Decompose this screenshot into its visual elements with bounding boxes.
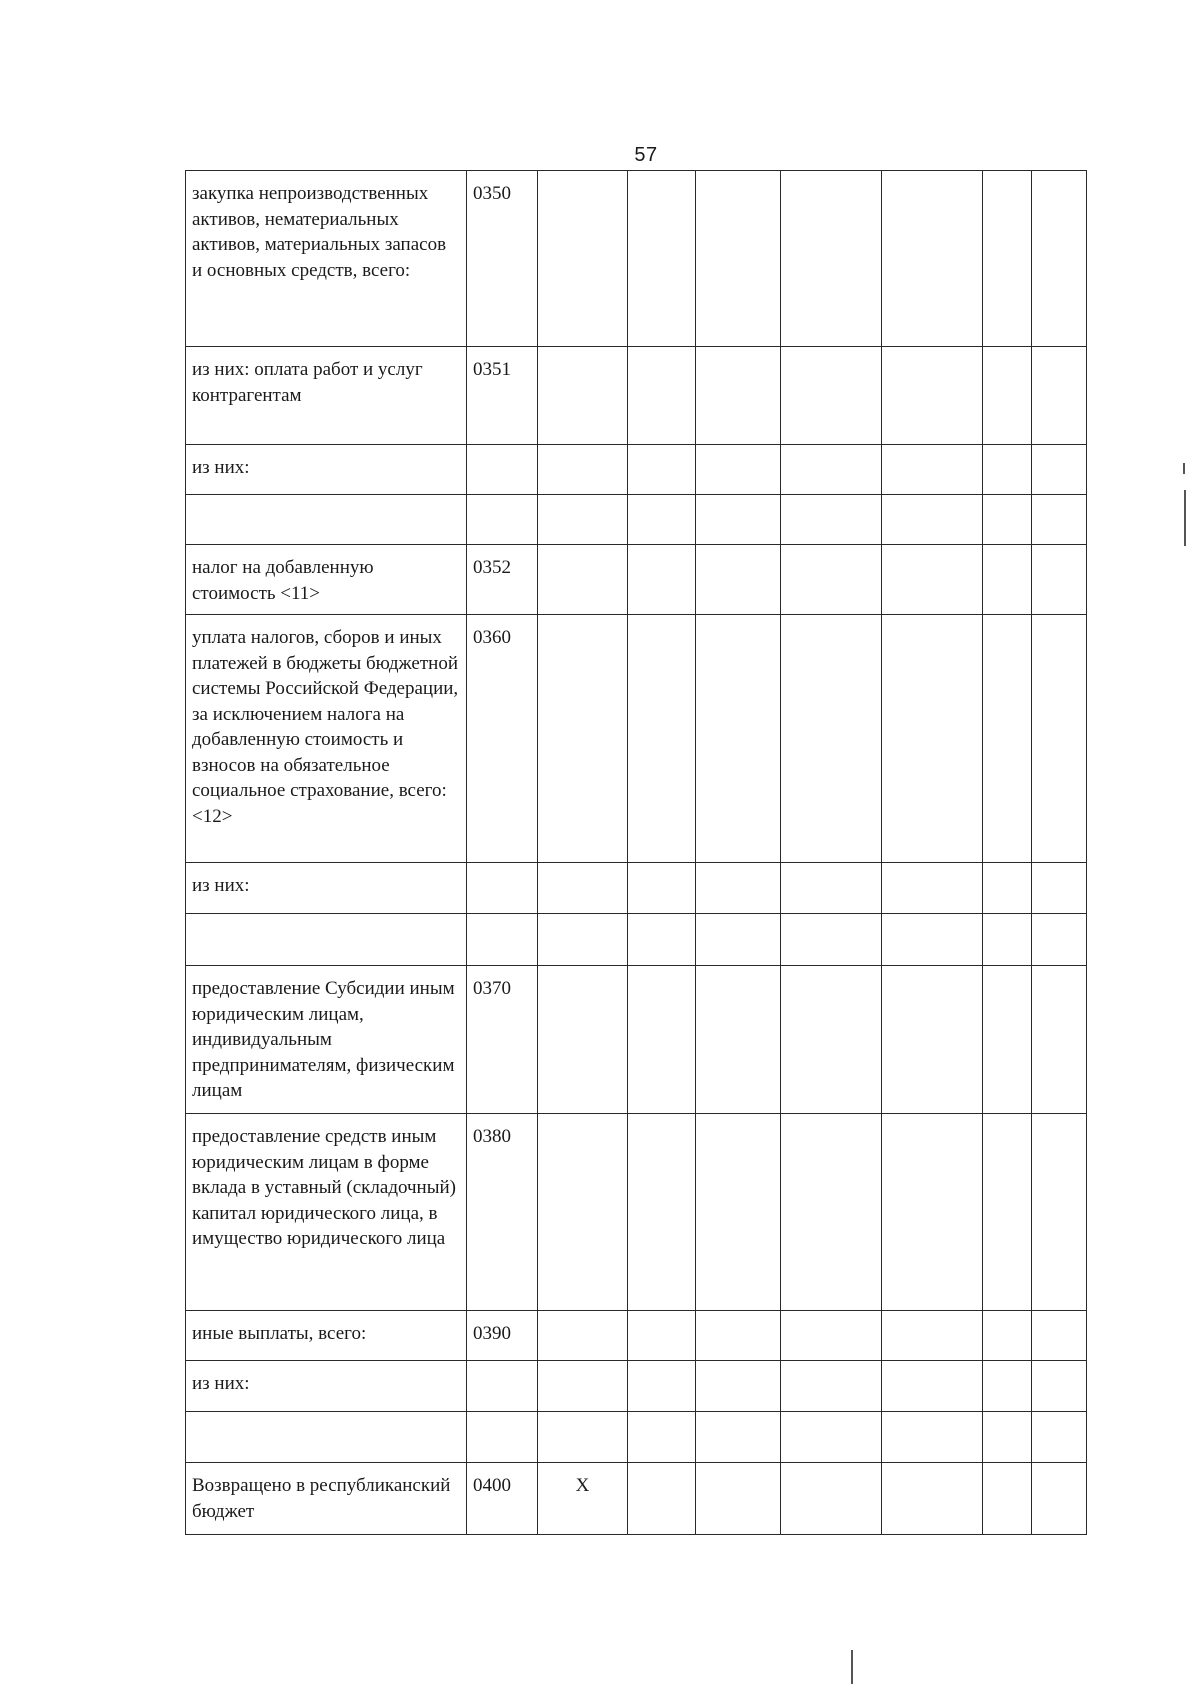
table-row <box>186 171 1087 347</box>
value-cell <box>882 347 983 445</box>
value-cell <box>696 1463 781 1535</box>
value-cell <box>882 1114 983 1311</box>
row-label: закупка непроизводственных активов, нематериальных активов, материальных запасов и основных средств, всего: <box>186 171 467 347</box>
value-cell <box>1032 1311 1087 1361</box>
row-code: 0390 <box>467 1311 538 1361</box>
row-mark <box>538 495 628 545</box>
row-code <box>467 914 538 966</box>
table-row <box>186 445 1087 495</box>
value-cell <box>781 1114 882 1311</box>
value-cell <box>882 863 983 914</box>
row-label: из них: <box>186 1361 467 1412</box>
value-cell <box>1032 1361 1087 1412</box>
table-row <box>186 1361 1087 1412</box>
value-cell <box>983 966 1032 1114</box>
value-cell <box>628 1114 696 1311</box>
value-cell <box>628 347 696 445</box>
value-cell <box>696 1412 781 1463</box>
table-row <box>186 1114 1087 1311</box>
row-mark <box>538 1361 628 1412</box>
value-cell <box>696 914 781 966</box>
row-code: 0360 <box>467 615 538 863</box>
row-label: Возвращено в республиканский бюджет <box>186 1463 467 1535</box>
value-cell <box>983 1114 1032 1311</box>
page-number: 57 <box>634 144 658 166</box>
table-row <box>186 966 1087 1114</box>
row-mark <box>538 1412 628 1463</box>
value-cell <box>781 495 882 545</box>
row-label <box>186 914 467 966</box>
value-cell <box>781 1412 882 1463</box>
value-cell <box>983 1412 1032 1463</box>
table-row <box>186 1463 1087 1535</box>
table-row <box>186 347 1087 445</box>
value-cell <box>882 1412 983 1463</box>
value-cell <box>696 966 781 1114</box>
value-cell <box>696 545 781 615</box>
value-cell <box>628 495 696 545</box>
value-cell <box>628 615 696 863</box>
value-cell <box>696 1311 781 1361</box>
value-cell <box>1032 495 1087 545</box>
row-code: 0350 <box>467 171 538 347</box>
value-cell <box>781 914 882 966</box>
value-cell <box>882 1463 983 1535</box>
value-cell <box>628 1412 696 1463</box>
value-cell <box>1032 545 1087 615</box>
table-row <box>186 863 1087 914</box>
row-mark <box>538 1114 628 1311</box>
value-cell <box>1032 347 1087 445</box>
row-label: уплата налогов, сборов и иных платежей в бюджеты бюджетной системы Российской Федерации, за исключением налога на добавленную стоимость и взносов на обязательное социальное страхование, всего: <12> <box>186 615 467 863</box>
table-row <box>186 1412 1087 1463</box>
row-label: предоставление средств иным юридическим лицам в форме вклада в уставный (складочный) капитал юридического лица, в имущество юридического лица <box>186 1114 467 1311</box>
value-cell <box>983 445 1032 495</box>
row-label: предоставление Субсидии иным юридическим лицам, индивидуальным предпринимателям, физическим лицам <box>186 966 467 1114</box>
value-cell <box>983 545 1032 615</box>
report-table <box>185 170 1087 1535</box>
row-mark <box>538 171 628 347</box>
value-cell <box>781 966 882 1114</box>
value-cell <box>628 1463 696 1535</box>
value-cell <box>1032 445 1087 495</box>
scan-mark-bottom <box>851 1650 853 1684</box>
row-mark <box>538 863 628 914</box>
value-cell <box>983 495 1032 545</box>
row-label <box>186 495 467 545</box>
value-cell <box>983 863 1032 914</box>
scan-mark-right-lower <box>1184 490 1186 546</box>
value-cell <box>882 495 983 545</box>
value-cell <box>983 1463 1032 1535</box>
row-code <box>467 445 538 495</box>
value-cell <box>882 1361 983 1412</box>
value-cell <box>781 347 882 445</box>
value-cell <box>1032 171 1087 347</box>
row-code: 0352 <box>467 545 538 615</box>
value-cell <box>882 914 983 966</box>
value-cell <box>882 615 983 863</box>
value-cell <box>628 171 696 347</box>
row-label: из них: <box>186 863 467 914</box>
value-cell <box>628 863 696 914</box>
row-code: 0370 <box>467 966 538 1114</box>
scan-mark-right <box>1183 463 1185 474</box>
value-cell <box>696 863 781 914</box>
value-cell <box>781 1463 882 1535</box>
value-cell <box>983 615 1032 863</box>
value-cell <box>781 445 882 495</box>
row-mark: Х <box>538 1463 628 1535</box>
row-mark <box>538 445 628 495</box>
value-cell <box>1032 1412 1087 1463</box>
value-cell <box>696 495 781 545</box>
row-code: 0380 <box>467 1114 538 1311</box>
value-cell <box>628 545 696 615</box>
value-cell <box>882 171 983 347</box>
row-mark <box>538 545 628 615</box>
table-row <box>186 914 1087 966</box>
row-mark <box>538 914 628 966</box>
row-mark <box>538 615 628 863</box>
row-code <box>467 1361 538 1412</box>
value-cell <box>781 171 882 347</box>
value-cell <box>1032 863 1087 914</box>
row-mark <box>538 347 628 445</box>
row-label: иные выплаты, всего: <box>186 1311 467 1361</box>
table-row <box>186 1311 1087 1361</box>
value-cell <box>882 545 983 615</box>
value-cell <box>882 1311 983 1361</box>
row-code <box>467 863 538 914</box>
value-cell <box>781 863 882 914</box>
value-cell <box>628 966 696 1114</box>
value-cell <box>781 1361 882 1412</box>
value-cell <box>781 545 882 615</box>
value-cell <box>696 171 781 347</box>
value-cell <box>628 1311 696 1361</box>
value-cell <box>1032 966 1087 1114</box>
table-row <box>186 495 1087 545</box>
row-label: из них: <box>186 445 467 495</box>
value-cell <box>696 1114 781 1311</box>
row-label: налог на добавленную стоимость <11> <box>186 545 467 615</box>
value-cell <box>628 914 696 966</box>
table-body <box>186 171 1087 1535</box>
row-mark <box>538 966 628 1114</box>
row-label: из них: оплата работ и услуг контрагентам <box>186 347 467 445</box>
row-mark <box>538 1311 628 1361</box>
value-cell <box>696 615 781 863</box>
row-code: 0351 <box>467 347 538 445</box>
value-cell <box>1032 1114 1087 1311</box>
value-cell <box>983 1361 1032 1412</box>
value-cell <box>983 171 1032 347</box>
value-cell <box>628 445 696 495</box>
row-label <box>186 1412 467 1463</box>
value-cell <box>781 615 882 863</box>
row-code <box>467 495 538 545</box>
value-cell <box>696 1361 781 1412</box>
value-cell <box>1032 615 1087 863</box>
row-code: 0400 <box>467 1463 538 1535</box>
value-cell <box>983 347 1032 445</box>
value-cell <box>1032 914 1087 966</box>
value-cell <box>1032 1463 1087 1535</box>
value-cell <box>696 445 781 495</box>
value-cell <box>983 914 1032 966</box>
value-cell <box>983 1311 1032 1361</box>
table-row <box>186 615 1087 863</box>
value-cell <box>781 1311 882 1361</box>
value-cell <box>628 1361 696 1412</box>
table-row <box>186 545 1087 615</box>
value-cell <box>882 966 983 1114</box>
value-cell <box>696 347 781 445</box>
value-cell <box>882 445 983 495</box>
row-code <box>467 1412 538 1463</box>
